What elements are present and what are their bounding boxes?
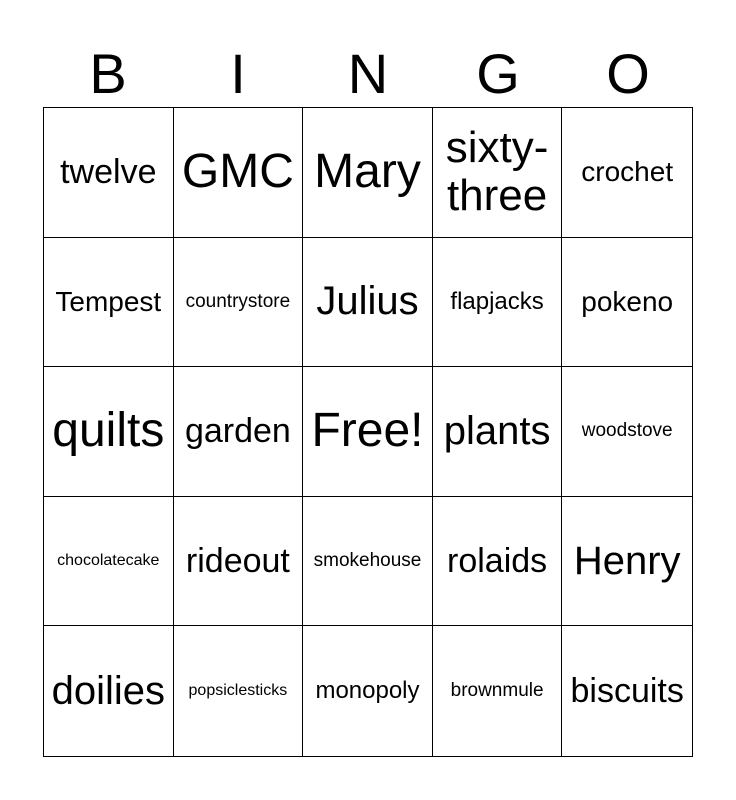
- bingo-cell[interactable]: [174, 367, 304, 497]
- cell-text: crochet: [581, 156, 674, 188]
- cell-text: plants: [443, 408, 551, 453]
- bingo-cell[interactable]: [44, 108, 174, 238]
- bingo-cell[interactable]: [433, 497, 563, 627]
- bingo-cell[interactable]: [433, 367, 563, 497]
- cell-text: quilts: [52, 404, 165, 458]
- cell-text: sixty-three: [445, 122, 549, 221]
- bingo-cell[interactable]: [562, 238, 692, 368]
- header-letter-b: B: [89, 42, 127, 105]
- cell-text: chocolatecake: [57, 552, 160, 570]
- cell-text: flapjacks: [450, 287, 544, 315]
- bingo-cell[interactable]: [174, 108, 304, 238]
- bingo-cell[interactable]: [303, 497, 433, 627]
- cell-text: pokeno: [581, 285, 674, 317]
- bingo-cell[interactable]: [44, 497, 174, 627]
- cell-text: Henry: [573, 538, 681, 583]
- bingo-cell[interactable]: [44, 367, 174, 497]
- bingo-cell[interactable]: [174, 626, 304, 756]
- cell-text: twelve: [60, 152, 157, 191]
- cell-text: rolaids: [447, 541, 548, 580]
- bingo-cell[interactable]: [303, 238, 433, 368]
- bingo-cell[interactable]: [433, 238, 563, 368]
- cell-text: garden: [184, 411, 291, 450]
- header-letter-n: N: [347, 42, 389, 105]
- cell-text: Julius: [316, 279, 419, 324]
- bingo-cell[interactable]: [174, 497, 304, 627]
- bingo-cell[interactable]: [303, 108, 433, 238]
- header-letter-i: I: [230, 42, 246, 105]
- cell-text: biscuits: [570, 671, 684, 710]
- bingo-card-grid: [43, 107, 693, 757]
- cell-text: Free!: [311, 404, 424, 458]
- cell-text: GMC: [181, 145, 294, 199]
- cell-text: rideout: [185, 541, 290, 580]
- bingo-cell[interactable]: [562, 367, 692, 497]
- cell-text: Tempest: [55, 285, 162, 317]
- header-letter-o: O: [606, 42, 650, 105]
- bingo-cell[interactable]: [44, 626, 174, 756]
- cell-text: doilies: [51, 668, 165, 713]
- header-letter-g: G: [476, 42, 520, 105]
- bingo-cell[interactable]: [303, 626, 433, 756]
- cell-text: woodstove: [581, 420, 673, 442]
- bingo-cell[interactable]: [433, 108, 563, 238]
- bingo-cell[interactable]: [303, 367, 433, 497]
- bingo-cell[interactable]: [433, 626, 563, 756]
- cell-text: Mary: [314, 145, 421, 199]
- bingo-cell[interactable]: [44, 238, 174, 368]
- bingo-cell[interactable]: [562, 108, 692, 238]
- bingo-header: [43, 42, 693, 106]
- cell-text: brownmule: [450, 680, 544, 702]
- cell-text: popsiclesticks: [188, 682, 288, 700]
- cell-text: monopoly: [315, 677, 420, 705]
- bingo-cell[interactable]: [562, 497, 692, 627]
- cell-text: countrystore: [185, 290, 291, 312]
- cell-text: smokehouse: [313, 550, 422, 572]
- bingo-cell[interactable]: [562, 626, 692, 756]
- bingo-cell[interactable]: [174, 238, 304, 368]
